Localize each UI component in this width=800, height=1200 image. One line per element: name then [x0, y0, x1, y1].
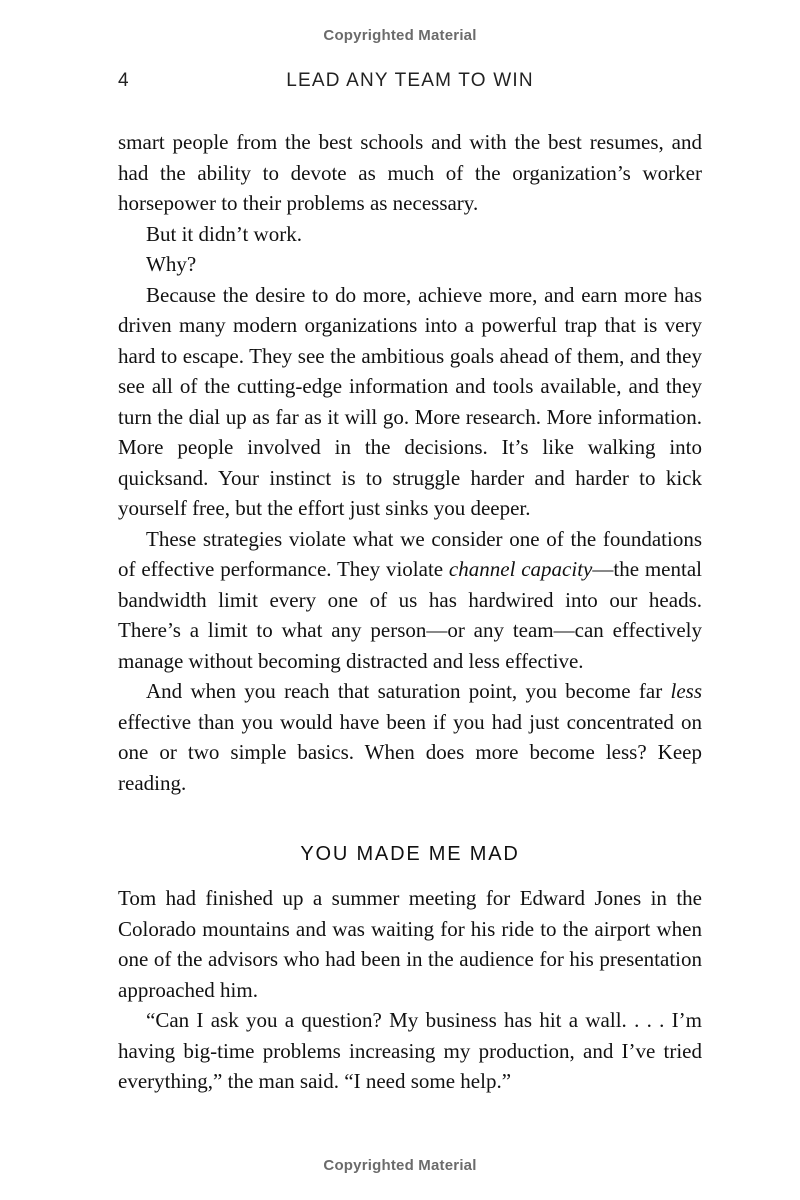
paragraph: “Can I ask you a question? My business has hit a wall. . . . I’m having big-time problems increasing my production, and I’ve tried everything,” the man said. “I need some help.” [118, 1008, 702, 1093]
watermark-bottom: Copyrighted Material [323, 1157, 477, 1174]
running-head [118, 70, 702, 96]
paragraph: Why? [146, 252, 197, 276]
paragraph-text: —the mental bandwidth limit every one of us has hardwired into our heads. There’s a limit to what any person—or any team—can effectively manage without becoming distracted and less effective. [118, 557, 702, 673]
paragraph [118, 676, 702, 798]
paragraph-text: These strategies violate what we consider one of the foundations of effective performance. They violate [118, 526, 702, 581]
paragraph-text: And when you reach that saturation point, you become far [146, 679, 671, 703]
page-number: 4 [118, 70, 130, 91]
section-heading: YOU MADE ME MAD [300, 843, 520, 865]
paragraph: But it didn’t work. [146, 221, 302, 246]
watermark-top: Copyrighted Material [323, 27, 477, 44]
book-title: LEAD ANY TEAM TO WIN [286, 70, 534, 91]
paragraph: Because the desire to do more, achieve more, and earn more has driven many modern organizations into a powerful trap that is very hard to escape. They see the ambitious goals ahead of them, and they see all of the cutting-edge information and tools available, and they turn the dial up as far as it will go. More research. More information. More people involved in the decisions. It’s like walking into quicksand. Your instinct is to struggle harder and harder to kick yourself free, but the effort just sinks you deeper. [118, 282, 702, 520]
paragraph-text: effective than you would have been if you had just concentrated on one or two simple basics. When does more become less? Keep reading. [118, 709, 702, 795]
emphasis-text: less [670, 679, 702, 703]
body-text-top [118, 127, 702, 798]
paragraph: Tom had finished up a summer meeting for Edward Jones in the Colorado mountains and was waiting for his ride to the airport when one of the advisors who had been in the audience for his presentation approached him. [118, 886, 702, 1002]
paragraph [118, 524, 702, 677]
body-text-bottom [118, 883, 702, 1097]
paragraph: smart people from the best schools and with the best resumes, and had the ability to devote as much of the organization’s worker horsepower to their problems as necessary. [118, 130, 702, 215]
emphasis-text: channel capacity [448, 557, 593, 581]
